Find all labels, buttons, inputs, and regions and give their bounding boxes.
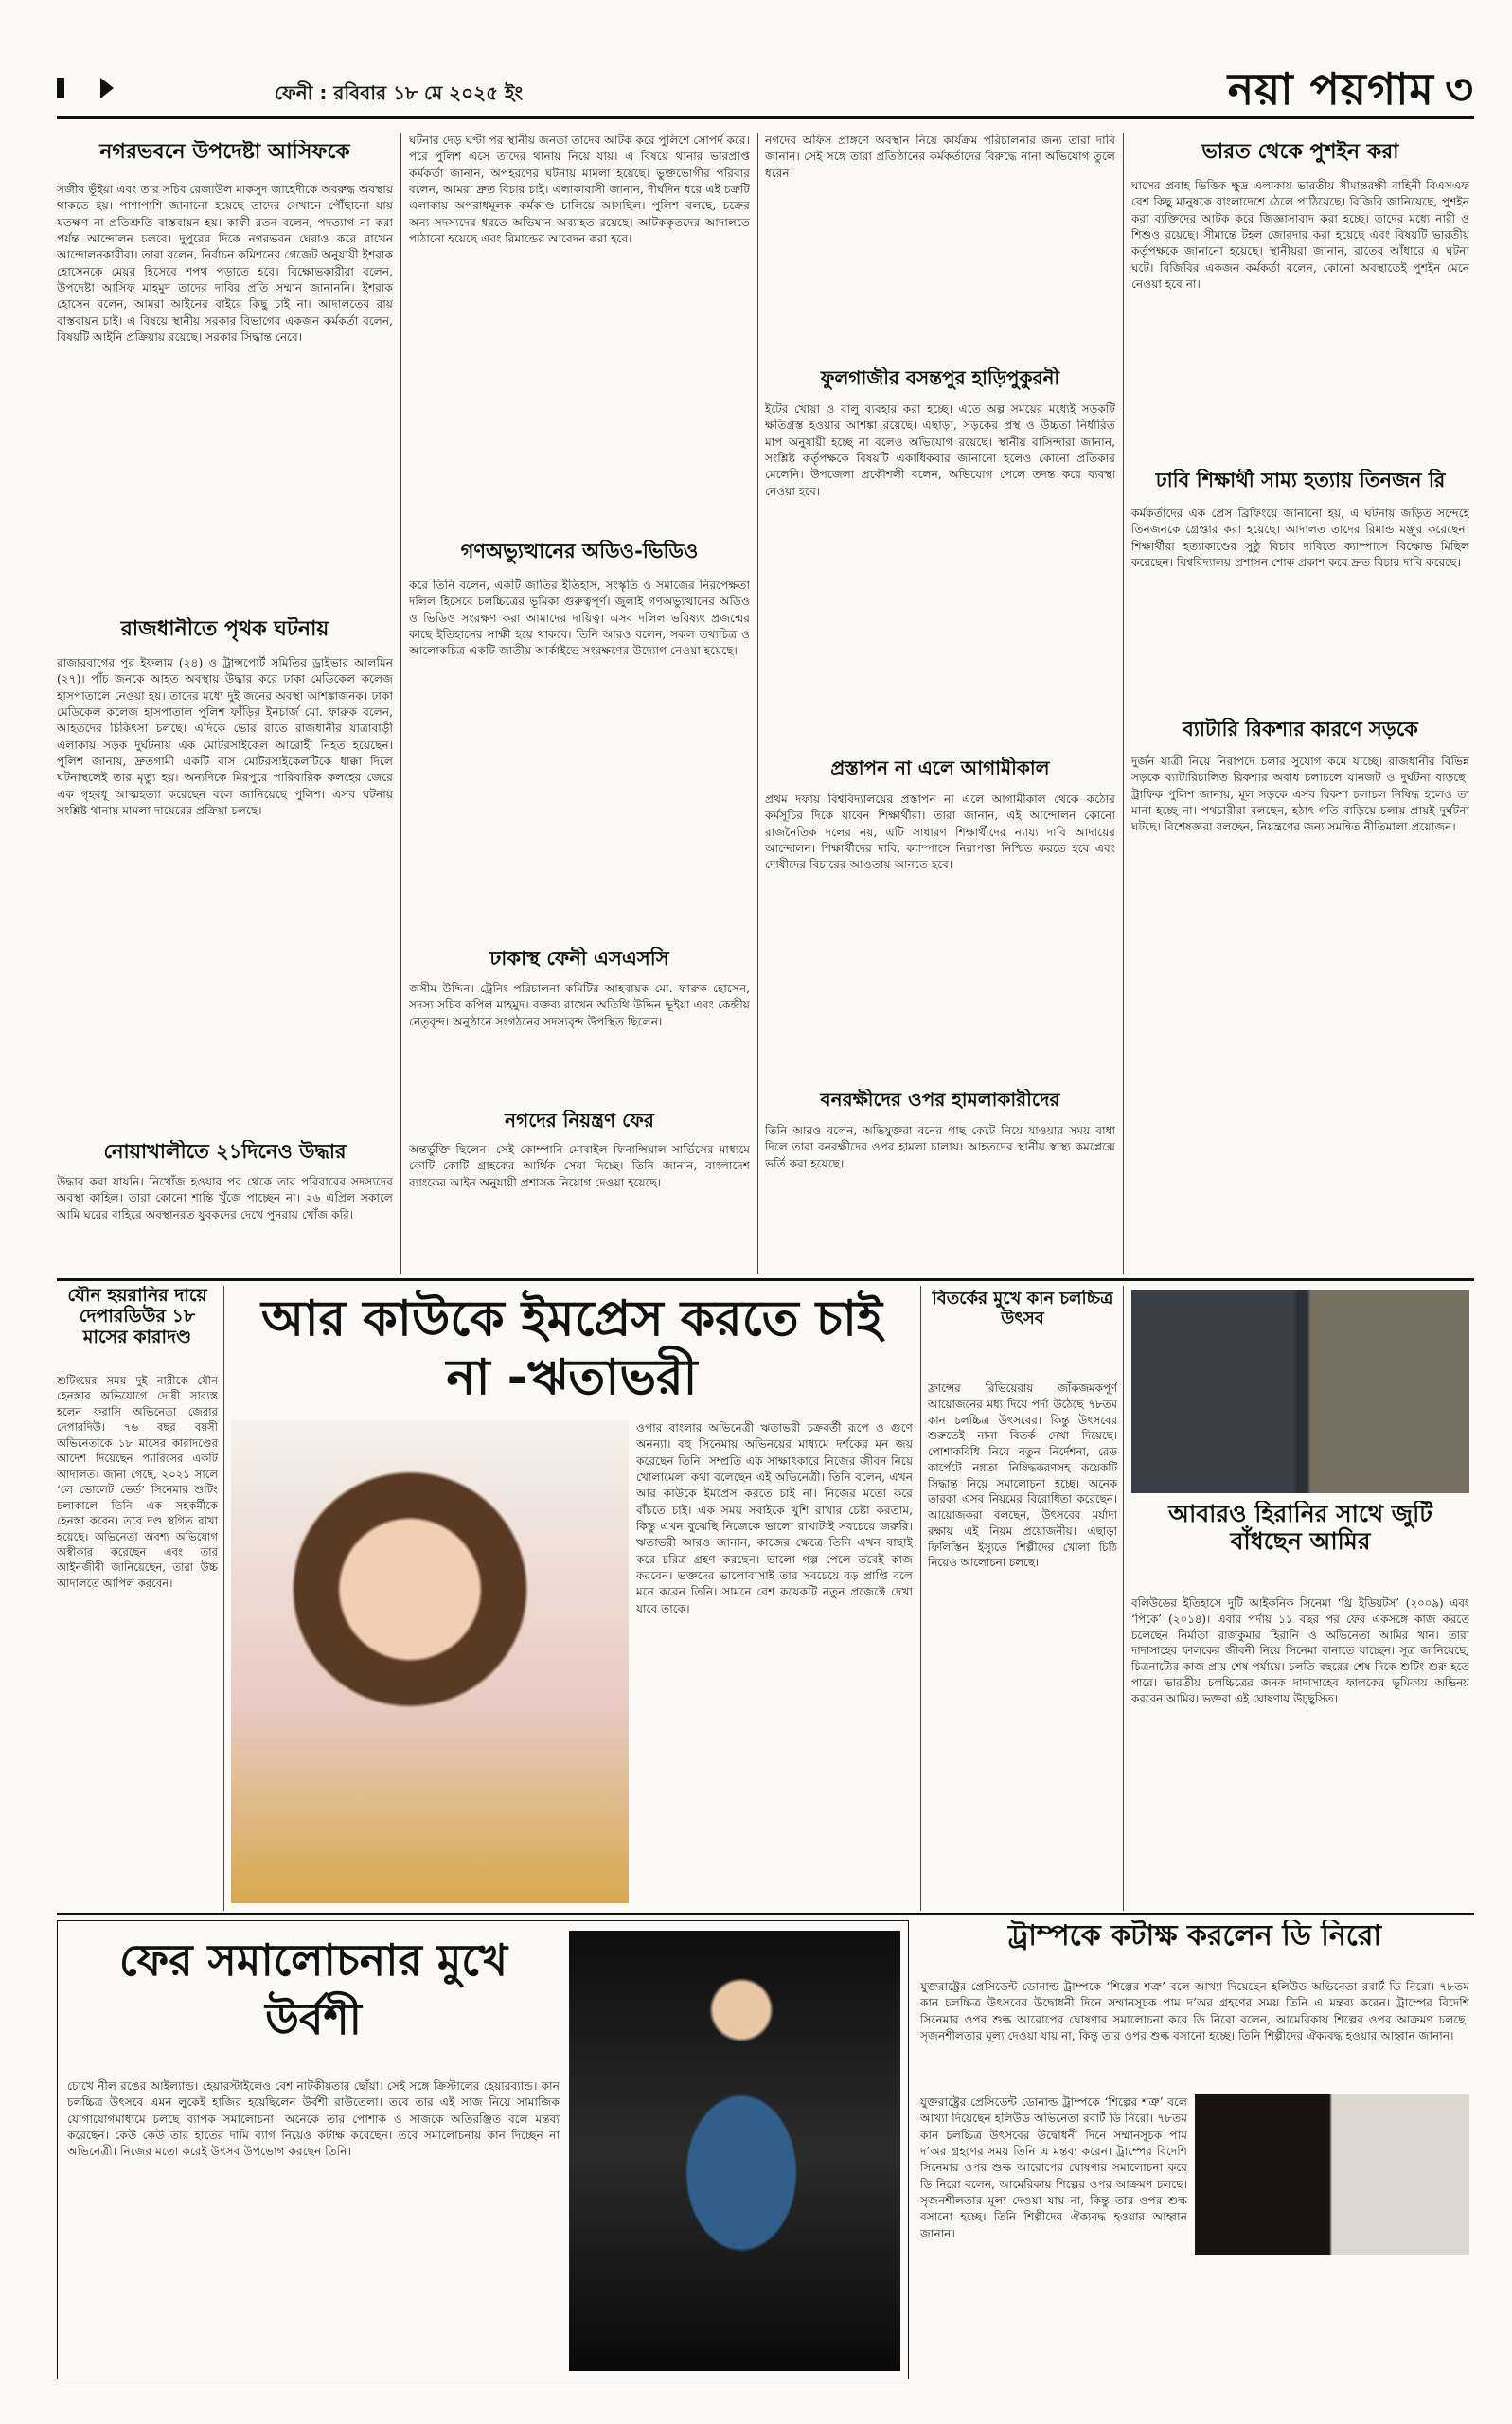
bonorokkhi-body: তিনি আরও বলেন, অভিযুক্তরা বনের গাছ কেটে নিয়ে যাওয়ার সময় বাধা দিলে তারা বনরক্ষীদের ওপর হামলা চালায়। আহতদের স্থানীয় স্বাস্থ্য কমপ্লেক্সে ভর্তি করা হয়েছে। bbox=[765, 1124, 1115, 1170]
hirani-body: বলিউডের ইতিহাসে দুটি আইকনিক সিনেমা ‘থ্রি ইডিয়টস’ (২০০৯) এবং ‘পিকে’ (২০১৪)। এবার পর্দায় ১১ বছর পর ফের একসঙ্গে কাজ করতে চলেছেন নির্মাতা রাজকুমার হিরানি ও অভিনেতা আমির খান। তারা দাদাসাহেব ফালকের জীবনী নিয়ে সিনেমা বানাতে যাচ্ছেন। সূত্র জানিয়েছে, চিত্রনাট্যের কাজ প্রায় শেষ পর্যায়ে। চলতি বছরের শেষ দিকে শুটিং শুরু হতে পারে। ভারতীয় চলচ্চিত্রের জনক দাদাসাহেব ফালকের ভূমিকায় অভিনয় করবেন আমির। ভক্তরা এই ঘোষণায় উচ্ছ্বসিত। bbox=[1131, 1596, 1469, 1705]
pushin-headline: ভারত থেকে পুশইন করা bbox=[1201, 140, 1399, 164]
noakhali-body: উদ্ধার করা যায়নি। নিখোঁজ হওয়ার পর থেকে তার পরিবারের সদস্যদের অবস্থা কাহিল। তারা কোনো শান্তি খুঁজে পাচ্ছেন না। ২৬ এপ্রিল সকালে আমি ঘরের বাহিরে অবস্থানরত যুবকদের দেখে পুনরায় খোঁজ করি। bbox=[57, 1175, 393, 1221]
harassment-body: শুটিংয়ের সময় দুই নারীকে যৌন হেনস্তার অভিযোগে দোষী সাব্যস্ত হলেন ফরাসি অভিনেতা জেরার দেপারদিউ। ৭৬ বছর বয়সী অভিনেতাকে ১৮ মাসের কারাদণ্ডের আদেশ দিয়েছেন প্যারিসের একটি আদালত। জানা গেছে, ২০২১ সালে ‘লে ভোলেট ভের্ত’ সিনেমার শুটিং চলাকালে তিনি এক সহকর্মীকে হেনস্তা করেন। তবে দণ্ড স্থগিত রাখা হয়েছে। অভিনেতা অবশ্য অভিযোগ অস্বীকার করেছেন এবং তার আইনজীবী জানিয়েছেন, তারা উচ্চ আদালতে আপিল করবেন। bbox=[57, 1374, 218, 1590]
dhaka-feni-headline-box bbox=[409, 947, 750, 979]
pushin-headline-box bbox=[1131, 140, 1469, 174]
noakhali-headline: নোয়াখালীতে ২১দিনেও উদ্ধার bbox=[103, 1140, 347, 1163]
urvashi-body: চোখে নীল রঙের আইল্যান্ড। হেয়ারস্টাইলেও বেশ নাটকীয়তার ছোঁয়া। সেই সঙ্গে ক্রিস্টালের হেয়ারব্যান্ড। কান চলচ্চিত্র উৎসবে এমন লুকেই হাজির হয়েছিলেন উর্বশী রাউতেলা। তবে তার এই সাজ নিয়ে সামাজিক যোগাযোগমাধ্যমে চলছে ব্যাপক সমালোচনা। অনেকে তার পোশাক ও সাজকে অতিরঞ্জিত বলে মন্তব্য করেছেন। কেউ কেউ তার হাতের দামি ব্যাগ নিয়েও কটাক্ষ করেছেন। তবে সমালোচনায় কান দিচ্ছেন না অভিনেত্রী। নিজের মতো করেই উৎসব উপভোগ করছেন তিনি। bbox=[67, 2079, 560, 2159]
hirani-headline-box bbox=[1131, 1501, 1469, 1592]
marker-bar bbox=[57, 78, 64, 98]
pushin-body: ঘাসের প্রবাহ ভিত্তিক ক্ষুদ্র এলাকায় ভারতীয় সীমান্তরক্ষী বাহিনী বিএসএফ বেশ কিছু মানুষকে বাংলাদেশে ঠেলে পাঠিয়েছে। বিজিবি জানিয়েছে, পুশইন করা ব্যক্তিদের আটক করে জিজ্ঞাসাবাদ করা হচ্ছে। তাদের মধ্যে নারী ও শিশুও রয়েছে। সীমান্তে টহল জোরদার করা হয়েছে এবং বিষয়টি ভারতীয় কর্তৃপক্ষকে জানানো হয়েছে। স্থানীয়রা জানান, রাতের আঁধারে এ ঘটনা ঘটে। বিজিবির একজন কর্মকর্তা বলেন, কোনো অবস্থাতেই পুশইন মেনে নেওয়া হবে না। bbox=[1131, 179, 1469, 291]
column-rule bbox=[400, 133, 401, 1274]
aamir-hirani-photo bbox=[1131, 1290, 1469, 1493]
harassment-headline: যৌন হয়রানির দায়ে দেপারডিউর ১৮ মাসের কারাদণ্ড bbox=[67, 1286, 207, 1347]
section-divider bbox=[57, 1278, 1474, 1281]
column-rule bbox=[757, 133, 758, 1274]
bonorokkhi-headline-box bbox=[765, 1089, 1115, 1121]
column-rule bbox=[1123, 133, 1124, 1274]
phulgazi-headline: ফুলগাজীর বসন্তপুর হাড়িপুকুরনী bbox=[820, 367, 1060, 389]
deniro-photo bbox=[1195, 2094, 1469, 2255]
rituvari-headline: আর কাউকে ইমপ্রেস করতে চাই না -ঋতাভরী bbox=[261, 1291, 882, 1407]
sammo-headline: ঢাবি শিক্ষার্থী সাম্য হত্যায় তিনজন রি bbox=[1155, 469, 1446, 491]
nagad-headline: নগদের নিয়ন্ত্রণ ফের bbox=[505, 1110, 654, 1132]
cannes-body: ফ্রান্সের রিভিয়েরায় জাঁকজমকপূর্ণ আয়োজনের মধ্য দিয়ে পর্দা উঠেছে ৭৮তম কান চলচ্চিত্র উৎসবের। কিন্তু উৎসবের শুরুতেই নানা বিতর্ক দেখা দিয়েছে। পোশাকবিধি নিয়ে নতুন নির্দেশনা, রেড কার্পেটে নগ্নতা নিষিদ্ধকরণসহ কয়েকটি সিদ্ধান্ত নিয়ে সমালোচনা হচ্ছে। অনেক তারকা এসব নিয়মের বিরোধিতা করেছেন। আয়োজকরা বলছেন, উৎসবের মর্যাদা রক্ষায় এই নিয়ম প্রয়োজনীয়। এছাড়া ফিলিস্তিন ইস্যুতে শিল্পীদের খোলা চিঠি নিয়েও আলোচনা চলছে। bbox=[928, 1381, 1117, 1570]
sammo-body: কর্মকর্তাদের এক প্রেস ব্রিফিংয়ে জানানো হয়, এ ঘটনায় জড়িত সন্দেহে তিনজনকে গ্রেপ্তার করা হয়েছে। আদালত তাদের রিমান্ড মঞ্জুর করেছেন। শিক্ষার্থীরা হত্যাকাণ্ডের সুষ্ঠু বিচার দাবিতে ক্যাম্পাসে বিক্ষোভ মিছিল করেছেন। বিশ্ববিদ্যালয় প্রশাসন শোক প্রকাশ করে দ্রুত বিচার দাবি করেছে। bbox=[1131, 507, 1469, 569]
nagad-body: অন্তর্ভুক্তি ছিলেন। সেই কোম্পানি মোবাইল ফিনান্সিয়াল সার্ভিসের মাধ্যমে কোটি কোটি গ্রাহকের আর্থিক সেবা দিচ্ছে। তিনি জানান, বাংলাদেশ ব্যাংকের আইন অনুযায়ী প্রশাসক নিয়োগ দেওয়া হয়েছে। bbox=[409, 1143, 750, 1189]
capital-body: রাজারবাগের পুর ইফলাম (২৪) ও ট্রান্সপোর্ট সমিতির ড্রাইভার আলমিন (২৭)। পাঁচ জনকে আহত অবস্থায় উদ্ধার করে ঢাকা মেডিকেল কলেজ হাসপাতালে নেওয়া হয়। তাদের মধ্যে দুই জনের অবস্থা আশঙ্কাজনক। ঢাকা মেডিকেল কলেজ হাসপাতাল পুলিশ ফাঁড়ির ইনচার্জ মো. ফারুক বলেন, আহতদের চিকিৎসা চলছে। এদিকে ভোর রাতে রাজধানীর যাত্রাবাড়ী এলাকায় সড়ক দুর্ঘটনায় এক মোটরসাইকেল আরোহী নিহত হয়েছেন। পুলিশ জানায়, দ্রুতগামী একটি বাস মোটরসাইকেলটিকে ধাক্কা দিলে ঘটনাস্থলেই তার মৃত্যু হয়। অন্যদিকে মিরপুরে পারিবারিক কলহের জেরে এক গৃহবধূ আত্মহত্যা করেছেন বলে জানিয়েছে পুলিশ। এসব ঘটনায় সংশ্লিষ্ট থানায় মামলা দায়েরের প্রক্রিয়া চলছে। bbox=[57, 656, 393, 817]
dateline: ফেনী : রবিবার ১৮ মে ২০২৫ ইং bbox=[275, 81, 524, 104]
uprising-body: করে তিনি বলেন, একটি জাতির ইতিহাস, সংস্কৃতি ও সমাজের নিরপেক্ষতা দলিল হিসেবে চলচ্চিত্রের ভূমিকা গুরুত্বপূর্ণ। জুলাই গণঅভ্যুত্থানের অডিও ও ভিডিও সংরক্ষণ করা আমাদের দায়িত্ব। এসব দলিল ভবিষ্যৎ প্রজন্মের কাছে ইতিহাসের সাক্ষী হয়ে থাকবে। তিনি আরও বলেন, সকল তথ্যচিত্র ও আলোকচিত্র একটি জাতীয় আর্কাইভে সংরক্ষণের উদ্যোগ নেওয়া হয়েছে। bbox=[409, 579, 750, 658]
column-rule bbox=[1123, 1286, 1124, 1911]
indigo-body: নগদের অফিস প্রাঙ্গণে অবস্থান নিয়ে কার্যক্রম পরিচালনার জন্য তারা দাবি জানান। সেই সঙ্গে তারা প্রতিষ্ঠানের কর্মকর্তাদের বিরুদ্ধে নানা অভিযোগ তুলে ধরেন। bbox=[765, 134, 1115, 180]
deniro-headline: ট্রাম্পকে কটাক্ষ করলেন ডি নিরো bbox=[1007, 1920, 1382, 1952]
preparation-body: প্রথম দফায় বিশ্ববিদ্যালয়ের প্রস্তাপন না এলে আগামীকাল থেকে কঠোর কর্মসূচির দিকে যাবেন শিক্ষার্থীরা। তারা জানান, এই আন্দোলন কোনো রাজনৈতিক দলের নয়, এটি সাধারণ শিক্ষার্থীদের ন্যায্য দাবি আদায়ের আন্দোলন। শিক্ষার্থীদের দাবি, ক্যাম্পাসে নিরাপত্তা নিশ্চিত করতে হবে এবং দোষীদের বিচারের আওতায় আনতে হবে। bbox=[765, 793, 1115, 872]
section-divider bbox=[57, 1913, 1474, 1915]
deniro-body-col: যুক্তরাষ্ট্রের প্রেসিডেন্ট ডোনাল্ড ট্রাম্পকে ‘শিল্পের শত্রু’ বলে আখ্যা দিয়েছেন হলিউড অভিনেতা রবার্ট ডি নিরো। ৭৮তম কান চলচ্চিত্র উৎসবের উদ্বোধনী দিনে সম্মানসূচক পাম দ’অর গ্রহণের সময় তিনি এ মন্তব্য করেন। ট্রাম্পের বিদেশি সিনেমার ওপর শুল্ক আরোপের ঘোষণার সমালোচনা করে ডি নিরো বলেন, আমেরিকায় শিল্পের ওপর আক্রমণ চলছে। সৃজনশীলতার মূল্য দেওয়া যায় না, কিন্তু তার ওপর শুল্ক বসানো হচ্ছে। তিনি শিল্পীদের ঐক্যবদ্ধ হওয়ার আহ্বান জানান। bbox=[920, 2095, 1187, 2240]
harassment-headline-box bbox=[57, 1286, 218, 1369]
dhaka-feni-body: জসীম উদ্দিন। ট্রেনিং পরিচালনা কমিটির আহবায়ক মো. ফারুক হোসেন, সদস্য সচিব কপিল মাহমুদ। বক্তব্য রাখেন অতিথি উদ্দিন ভূইয়া এবং কেন্দ্রীয় নেতৃবৃন্দ। অনুষ্ঠানে সংগঠনের সদস্যবৃন্দ উপস্থিত ছিলেন। bbox=[409, 982, 750, 1028]
play-triangle-icon bbox=[100, 78, 114, 98]
bonorokkhi-headline: বনরক্ষীদের ওপর হামলাকারীদের bbox=[820, 1089, 1060, 1111]
deniro-body-top: যুক্তরাষ্ট্রের প্রেসিডেন্ট ডোনাল্ড ট্রাম্পকে ‘শিল্পের শত্রু’ বলে আখ্যা দিয়েছেন হলিউড অভিনেতা রবার্ট ডি নিরো। ৭৮তম কান চলচ্চিত্র উৎসবের উদ্বোধনী দিনে সম্মানসূচক পাম দ’অর গ্রহণের সময় তিনি এ মন্তব্য করেন। ট্রাম্পের বিদেশি সিনেমার ওপর শুল্ক আরোপের ঘোষণার সমালোচনা করে ডি নিরো বলেন, আমেরিকায় শিল্পের ওপর আক্রমণ চলছে। সৃজনশীলতার মূল্য দেওয়া যায় না, কিন্তু তার ওপর শুল্ক বসানো হচ্ছে। তিনি শিল্পীদের ঐক্যবদ্ধ হওয়ার আহ্বান জানান। bbox=[920, 1980, 1469, 2042]
uprising-headline: গণঅভ্যুত্থানের অডিও-ভিডিও bbox=[460, 540, 699, 562]
battery-body: দুর্জন যাত্রী নিয়ে নিরাপদে চলার সুযোগ কমে যাচ্ছে। রাজধানীর বিভিন্ন সড়কে ব্যাটারিচালিত রিকশার অবাধ চলাচলে যানজট ও দুর্ঘটনা বাড়ছে। ট্রাফিক পুলিশ জানায়, মূল সড়কে এসব রিকশা চলাচল নিষিদ্ধ হলেও তা মানা হচ্ছে না। পথচারীরা বলছেন, হঠাৎ গতি বাড়িয়ে চলায় প্রায়ই দুর্ঘটনা ঘটছে। বিশেষজ্ঞরা বলছেন, নিয়ন্ত্রণের জন্য সমন্বিত নীতিমালা প্রয়োজন। bbox=[1131, 755, 1469, 834]
noakhali-headline-box bbox=[57, 1140, 393, 1172]
adviser-body: সজীব ভূঁইয়া এবং তার সচিব রেজাউল মাকসুদ জাহেদীকে অবরুদ্ধ অবস্থায় থাকতে হয়। পাশাপাশি জানানো হয়েছে তাদের সেখানে পৌঁছানো যায় যতক্ষণ না প্রতিশ্রুতি বাস্তবায়ন হয়। কাফী রতন বলেন, পদত্যাগ না করা পর্যন্ত আন্দোলন চলবে। দুপুরের দিকে নগরভবন ঘেরাও করে রাখেন আন্দোলনকারীরা। তারা বলেন, নির্বাচন কমিশনের গেজেট অনুযায়ী ইশরাক হোসেনকে মেয়র হিসেবে শপথ পড়াতে হবে। বিক্ষোভকারীরা বলেন, উপদেষ্টা আসিফ মাহমুদ তাদের দাবির প্রতি সম্মান জানাননি। ইশরাক হোসেন বলেন, আমরা আইনের বাইরে কিছু চাই না। আদালতের রায় বাস্তবায়ন চাই। এ বিষয়ে স্থানীয় সরকার বিভাগের একজন কর্মকর্তা বলেন, বিষয়টি আইনি প্রক্রিয়ায় রয়েছে। সরকার সিদ্ধান্ত নেবে। bbox=[57, 183, 393, 344]
urvashi-box bbox=[57, 1920, 909, 2379]
uprising-headline-box bbox=[409, 540, 750, 574]
header-rule bbox=[57, 116, 1474, 119]
nagad-headline-box bbox=[409, 1110, 750, 1140]
dhaka-feni-headline: ঢাকাস্থ ফেনী এসএসসি bbox=[489, 947, 669, 970]
phulgazi-body: ইটের খোয়া ও বালু ব্যবহার করা হচ্ছে। এতে অল্প সময়ের মধ্যেই সড়কটি ক্ষতিগ্রস্ত হওয়ার আশঙ্কা রয়েছে। এছাড়া, সড়কের প্রস্থ ও উচ্চতা নির্ধারিত মাপ অনুযায়ী হচ্ছে না বলেও অভিযোগ রয়েছে। স্থানীয় বাসিন্দারা জানান, সংশ্লিষ্ট কর্তৃপক্ষকে বিষয়টি একাধিকবার জানানো হলেও কোনো প্রতিকার মেলেনি। উপজেলা প্রকৌশলী বলেন, অভিযোগ পেলে তদন্ত করে ব্যবস্থা নেওয়া হবে। bbox=[765, 402, 1115, 498]
sammo-headline-box bbox=[1131, 469, 1469, 503]
page-marker bbox=[57, 78, 147, 104]
column-rule bbox=[920, 1286, 921, 1911]
rituvari-photo bbox=[231, 1420, 629, 1903]
page-number: ৩ bbox=[1445, 63, 1474, 115]
masthead bbox=[1190, 57, 1474, 116]
adviser-headline: নগরভবনে উপদেষ্টা আসিফকে bbox=[99, 140, 350, 164]
masthead-title: নয়া পয়গাম bbox=[1227, 63, 1434, 115]
phulgazi-headline-box bbox=[765, 367, 1115, 400]
hostage-body: ঘটনার দেড় ঘণ্টা পর স্থানীয় জনতা তাদের আটক করে পুলিশে সোপর্দ করে। পরে পুলিশ এসে তাদের থানায় নিয়ে যায়। এ বিষয়ে থানার ভারপ্রাপ্ত কর্মকর্তা জানান, অপহরণের ঘটনায় মামলা হয়েছে। ভুক্তভোগীর পরিবার বলেন, আমরা দ্রুত বিচার চাই। এলাকাবাসী জানান, দীর্ঘদিন ধরে এই চক্রটি এলাকায় অপরাধমূলক কর্মকাণ্ড চালিয়ে আসছিল। পুলিশ বলছে, চক্রের অন্য সদস্যদের ধরতে অভিযান অব্যাহত রয়েছে। আটককৃতদের আদালতে পাঠানো হয়েছে এবং রিমান্ডের আবেদন করা হবে। bbox=[409, 134, 750, 245]
urvashi-headline-box bbox=[67, 1931, 560, 2073]
column-rule bbox=[223, 1286, 224, 1911]
cannes-headline: বিতর্কের মুখে কান চলচ্চিত্র উৎসব bbox=[932, 1290, 1113, 1328]
deniro-headline-box bbox=[920, 1920, 1469, 1973]
hirani-headline: আবারও হিরানির সাথে জুটি বাঁধছেন আমির bbox=[1168, 1501, 1432, 1555]
adviser-headline-box bbox=[57, 140, 393, 178]
cannes-headline-box bbox=[928, 1290, 1117, 1377]
capital-headline: রাজধানীতে পৃথক ঘটনায় bbox=[120, 617, 329, 641]
rituvari-headline-box bbox=[231, 1290, 913, 1413]
urvashi-headline: ফের সমালোচনার মুখে উর্বশী bbox=[118, 1934, 508, 2045]
preparation-headline-box bbox=[765, 758, 1115, 790]
preparation-headline: প্রস্তাপন না এলে আগামীকাল bbox=[830, 758, 1050, 779]
battery-headline: ব্যাটারি রিকশার কারণে সড়কে bbox=[1183, 718, 1418, 740]
rituvari-body: ওপার বাংলার অভিনেত্রী ঋতাভরী চক্রবর্তী রূপে ও গুণে অনন্যা। বহু সিনেমায় অভিনয়ের মাধ্যমে দর্শকের মন জয় করেছেন তিনি। সম্প্রতি এক সাক্ষাৎকারে নিজের জীবন নিয়ে খোলামেলা কথা বলেছেন এই অভিনেত্রী। তিনি বলেন, এখন আর কাউকে ইমপ্রেস করতে চাই না। নিজের মতো করে বাঁচতে চাই। এক সময় সবাইকে খুশি রাখার চেষ্টা করতাম, কিন্তু এখন বুঝেছি নিজেকে ভালো রাখাটাই সবচেয়ে জরুরি। ঋতাভরী আরও জানান, কাজের ক্ষেত্রে তিনি এখন বাছাই করে চরিত্র গ্রহণ করছেন। ভালো গল্প পেলে তবেই কাজ করবেন। ভক্তদের ভালোবাসাই তার সবচেয়ে বড় প্রাপ্তি বলে মনে করেন তিনি। সামনে বেশ কয়েকটি নতুন প্রজেক্টে দেখা যাবে তাকে। bbox=[636, 1421, 913, 1615]
battery-headline-box bbox=[1131, 718, 1469, 752]
urvashi-photo bbox=[569, 1931, 900, 2371]
capital-headline-box bbox=[57, 617, 393, 651]
